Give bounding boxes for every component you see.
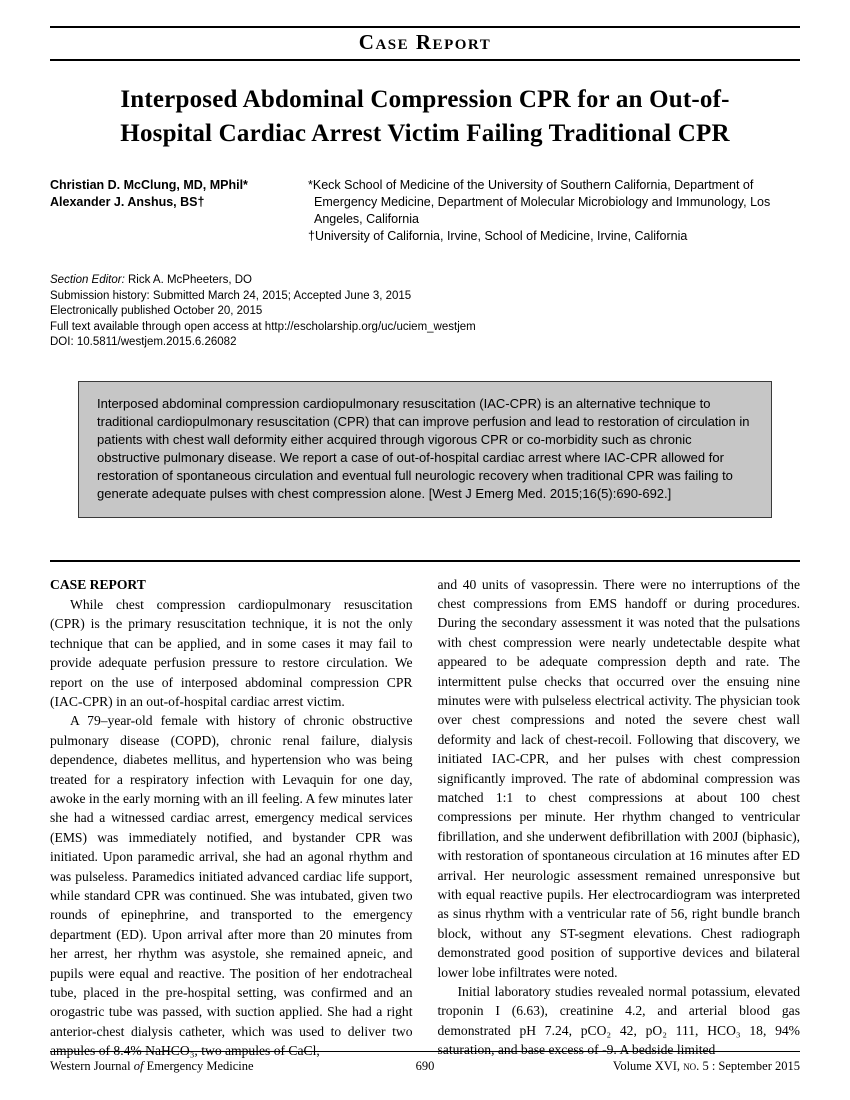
section-editor-value: Rick A. McPheeters, DO: [124, 274, 252, 286]
published-line: Electronically published October 20, 2015: [50, 305, 263, 317]
abstract-text: Interposed abdominal compression cardiopulmonary resuscitation (IAC-CPR) is an alternative technique to traditional cardiopulmonary resuscitation (CPR) that can improve perfusion and lead to restoration of circulation in patients with chest wall deformity either acquired through vigorous CPR or co-morbidity such as chronic obstructive pulmonary disease. We report a case of out-of-hospital cardiac arrest where IAC-CPR allowed for restoration of spontaneous circulation and eventual full neurologic recovery when traditional CPR was failing to generate adequate pulses with chest compression alone. [West J Emerg Med. 2015;16(5):690-692.]: [97, 395, 750, 501]
body-paragraph: Initial laboratory studies revealed normal potassium, elevated troponin I (6.63), creatinine 4.2, and arterial blood gas demonstrated pH 7.24, pCO₂ 42, pO₂ 111, HCO₃ 18, 94% saturation, and base excess of -9. A bedside limited: [437, 984, 800, 1058]
footer-journal-suffix: Emergency Medicine: [143, 1059, 254, 1073]
masthead: [50, 26, 800, 61]
affiliation-list: [308, 177, 800, 245]
footer-page-number: 690: [415, 1059, 435, 1073]
author-name: Christian D. McClung, MD, MPhil*: [50, 178, 248, 192]
footer-journal-prefix: Western Journal: [50, 1059, 134, 1073]
body-column-left: [50, 575, 413, 1061]
byline-section: [50, 177, 800, 245]
masthead-bottom-rule: [50, 59, 800, 61]
footer-journal-of: of: [133, 1059, 144, 1073]
body-column-right: [438, 575, 801, 1061]
footer-volume-info: [550, 1059, 800, 1074]
doi-line: DOI: 10.5811/westjem.2015.6.26082: [50, 336, 237, 348]
section-editor-label: Section Editor:: [50, 274, 125, 286]
body-paragraph: and 40 units of vasopressin. There were no interruptions of the chest compressions from EMS handoff or during procedures. During the secondary assessment it was noted that the pulsations with chest compression were nearly undetectable despite what appeared to be adequate compression depth and rate. The intermittent pulse checks that occurred over the ensuing nine minutes were with pulseless electrical activity. The physician took over chest compressions and noted the severe chest wall deformity and lack of chest-recoil. Following that discovery, we initiated IAC-CPR, and her pulses with chest compression significantly improved. The rate of abdominal compression was matched 1:1 to chest compressions at about 100 chest compressions per minute. Her rhythm changed to ventricular fibrillation, and she underwent defibrillation with 200J (biphasic), with restoration of spontaneous circulation at 16 minutes after ED arrival. Her neurologic assessment remained unresponsive but with equal reactive pupils. Her electrocardiogram was interpreted as sinus rhythm with a ventricular rate of 56, right bundle branch block, without any ST-segment elevations. Chest radiograph demonstrated good position of supportive devices and bilateral lower lobe infiltrates were noted.: [437, 576, 800, 980]
masthead-section-label: Case Report: [358, 30, 492, 54]
article-title-line2: Hospital Cardiac Arrest Victim Failing Traditional CPR: [120, 120, 730, 147]
section-editor-line: [50, 273, 800, 289]
open-access-line: Full text available through open access at http://escholarship.org/uc/uciem_westjem: [50, 320, 476, 333]
footer-rule: [50, 1051, 800, 1052]
article-title-line1: Interposed Abdominal Compression CPR for an Out-of-: [120, 86, 730, 113]
affiliation: *Keck School of Medicine of the University of Southern California, Department of Emergency Medicine, Department of Molecular Microbiology and Immunology, Los Angeles, California: [308, 178, 771, 226]
footer-volume-suffix: 5 : September 2015: [699, 1059, 800, 1073]
article-body: [50, 575, 800, 1061]
page-footer: [50, 1051, 800, 1074]
footer-journal-name: [50, 1059, 300, 1074]
article-metadata: [50, 273, 800, 351]
footer-row: [50, 1059, 800, 1074]
body-divider-rule: [50, 560, 800, 562]
footer-volume-prefix: Volume XVI,: [612, 1059, 684, 1073]
submission-history-line: Submission history: Submitted March 24, 2015; Accepted June 3, 2015: [50, 289, 412, 302]
body-section-heading: CASE REPORT: [50, 576, 146, 592]
author-name: Alexander J. Anshus, BS†: [50, 195, 205, 209]
author-list: [50, 177, 308, 245]
affiliation: †University of California, Irvine, School of Medicine, Irvine, California: [308, 229, 688, 243]
article-title: [50, 83, 800, 151]
body-paragraph: A 79–year-old female with history of chronic obstructive pulmonary disease (COPD), chronic renal failure, dialysis dependence, diabetes mellitus, and hypertension who was being treated for a respiratory infection with Levaquin for one day, awoke in the early morning with an ill feeling. A few minutes later she had a witnessed cardiac arrest, emergency medical services (EMS) was immediately notified, and bystander CPR was initiated. Upon paramedic arrival, she had an agonal rhythm and was pulseless. Paramedics initiated advanced cardiac life support, while standard CPR was continued. She was intubated, given two rounds of epinephrine, and transported to the emergency department (ED). Upon arrival after more than 20 minutes from her arrest, her rhythm was asystole, she remained apneic, and pupils were equal and reactive. The position of her endotracheal tube, placed in the pre-hospital setting, was confirmed and an orogastric tube was passed, with suction applied. She had a right anterior-chest dialysis catheter, which was used to deliver two ampules of 8.4% NaHCO₃, two ampules of CaCl,: [50, 713, 413, 1059]
footer-volume-no: no.: [683, 1059, 700, 1073]
body-paragraph: While chest compression cardiopulmonary resuscitation (CPR) is the primary resuscitation technique, it is not the only technique that can be applied, and in some cases it may fail to provide adequate perfusion pressure to restore circulation. We report on the use of interposed abdominal compression CPR (IAC-CPR) in an out-of-hospital cardiac arrest victim.: [50, 596, 413, 709]
abstract-box: [78, 381, 772, 518]
